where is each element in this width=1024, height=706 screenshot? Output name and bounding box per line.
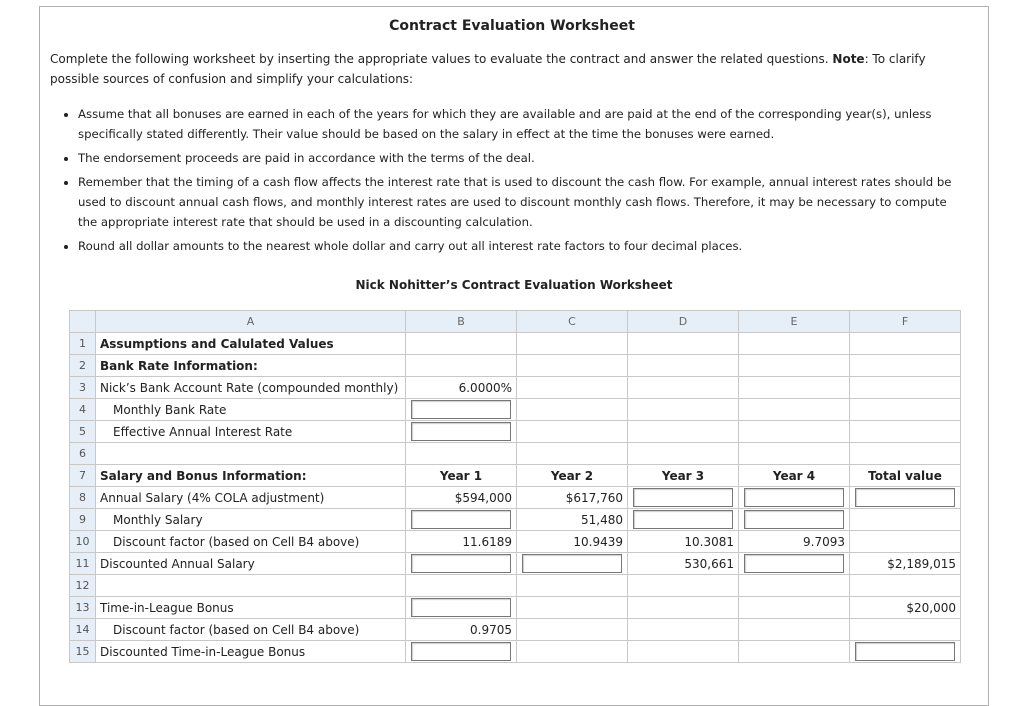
- cell-value: 10.9439: [517, 531, 628, 553]
- cell-value: [517, 399, 628, 421]
- page-title: Contract Evaluation Worksheet: [389, 18, 635, 34]
- row-label: [96, 575, 406, 597]
- instruction-item: • The endorsement proceeds are paid in accordance with the terms of the deal.: [78, 148, 968, 168]
- column-subheader: Year 2: [517, 465, 628, 487]
- answer-input[interactable]: [411, 554, 511, 573]
- row-number: 14: [70, 619, 96, 641]
- row-label: Bank Rate Information:: [96, 355, 406, 377]
- cell-value: $2,189,015: [850, 553, 961, 575]
- cell-value: [628, 443, 739, 465]
- row-label: Effective Annual Interest Rate: [96, 421, 406, 443]
- row-number: 5: [70, 421, 96, 443]
- instruction-item: • Assume that all bonuses are earned in each of the years for which they are available and are paid at the end of the corresponding year(s), unless specifically stated differently. Their value should be based on the salary in effect at the time the bonuses were earned.: [78, 104, 968, 144]
- cell-value: 9.7093: [739, 531, 850, 553]
- column-header: E: [739, 311, 850, 333]
- worksheet-row: [70, 597, 961, 619]
- row-label: Nick’s Bank Account Rate (compounded monthly): [96, 377, 406, 399]
- cell-value: $594,000: [406, 487, 517, 509]
- cell-input-container: [628, 487, 739, 509]
- answer-input[interactable]: [522, 554, 622, 573]
- cell-value: [739, 333, 850, 355]
- cell-value: [628, 619, 739, 641]
- row-label: Annual Salary (4% COLA adjustment): [96, 487, 406, 509]
- cell-value: [628, 575, 739, 597]
- worksheet-row: [70, 509, 961, 531]
- cell-input-container: [406, 641, 517, 663]
- cell-value: [739, 377, 850, 399]
- row-label: Salary and Bonus Information:: [96, 465, 406, 487]
- answer-input[interactable]: [411, 400, 511, 419]
- row-number: 3: [70, 377, 96, 399]
- cell-value: [517, 619, 628, 641]
- cell-value: [850, 399, 961, 421]
- cell-value: [850, 509, 961, 531]
- cell-value: [850, 377, 961, 399]
- intro-text-2: : To clarify possible sources of confusion and simplify your calculations:: [50, 52, 926, 86]
- cell-input-container: [850, 487, 961, 509]
- intro-text: Complete the following worksheet by inserting the appropriate values to evaluate the contract and answer the related questions.: [50, 52, 833, 66]
- cell-value: [739, 641, 850, 663]
- cell-value: [517, 355, 628, 377]
- column-header: D: [628, 311, 739, 333]
- answer-input[interactable]: [633, 510, 733, 529]
- cell-value: [739, 421, 850, 443]
- row-number: 12: [70, 575, 96, 597]
- cell-value: [628, 641, 739, 663]
- answer-input[interactable]: [411, 422, 511, 441]
- worksheet-row: [70, 619, 961, 641]
- cell-input-container: [739, 487, 850, 509]
- column-subheader: Year 4: [739, 465, 850, 487]
- cell-value: [517, 377, 628, 399]
- cell-input-container: [628, 509, 739, 531]
- cell-input-container: [739, 509, 850, 531]
- cell-input-container: [850, 641, 961, 663]
- cell-value: [850, 619, 961, 641]
- answer-input[interactable]: [744, 488, 844, 507]
- worksheet-row: [70, 553, 961, 575]
- answer-input[interactable]: [744, 510, 844, 529]
- cell-value: [406, 355, 517, 377]
- cell-value: [739, 443, 850, 465]
- row-label: [96, 443, 406, 465]
- cell-value: [628, 377, 739, 399]
- cell-input-container: [406, 399, 517, 421]
- row-number: 4: [70, 399, 96, 421]
- cell-value: [850, 531, 961, 553]
- answer-input[interactable]: [411, 642, 511, 661]
- worksheet-row: [70, 641, 961, 663]
- cell-value: [850, 333, 961, 355]
- cell-value: [850, 421, 961, 443]
- cell-value: [850, 575, 961, 597]
- row-label: Discounted Annual Salary: [96, 553, 406, 575]
- cell-value: $617,760: [517, 487, 628, 509]
- column-subheader: Year 1: [406, 465, 517, 487]
- cell-value: 10.3081: [628, 531, 739, 553]
- instruction-item: • Round all dollar amounts to the nearest whole dollar and carry out all interest rate factors to four decimal places.: [78, 236, 968, 256]
- column-header: B: [406, 311, 517, 333]
- cell-input-container: [517, 553, 628, 575]
- worksheet-row: [70, 443, 961, 465]
- row-number: 13: [70, 597, 96, 619]
- row-number: 1: [70, 333, 96, 355]
- cell-value: $20,000: [850, 597, 961, 619]
- row-number: 2: [70, 355, 96, 377]
- row-number: 6: [70, 443, 96, 465]
- worksheet-row: [70, 333, 961, 355]
- column-subheader: Year 3: [628, 465, 739, 487]
- worksheet-row: [70, 421, 961, 443]
- note-label: Note: [832, 52, 865, 66]
- column-subheader: Total value: [850, 465, 961, 487]
- answer-input[interactable]: [744, 554, 844, 573]
- cell-input-container: [406, 597, 517, 619]
- worksheet-row: [70, 465, 961, 487]
- row-number: 10: [70, 531, 96, 553]
- worksheet-title: Nick Nohitter’s Contract Evaluation Worksheet: [355, 278, 673, 292]
- cell-value: 6.0000%: [406, 377, 517, 399]
- cell-value: [406, 575, 517, 597]
- cell-value: 0.9705: [406, 619, 517, 641]
- answer-input[interactable]: [633, 488, 733, 507]
- cell-value: [628, 421, 739, 443]
- row-number: 8: [70, 487, 96, 509]
- cell-value: [517, 443, 628, 465]
- cell-value: [739, 597, 850, 619]
- row-label: Time-in-League Bonus: [96, 597, 406, 619]
- intro-paragraph: [50, 49, 950, 89]
- cell-value: [517, 333, 628, 355]
- row-label: Monthly Bank Rate: [96, 399, 406, 421]
- worksheet-row: [70, 487, 961, 509]
- cell-value: [628, 355, 739, 377]
- cell-value: [406, 443, 517, 465]
- cell-value: 11.6189: [406, 531, 517, 553]
- row-number: 15: [70, 641, 96, 663]
- cell-value: [628, 597, 739, 619]
- cell-value: [517, 641, 628, 663]
- row-number: 11: [70, 553, 96, 575]
- cell-value: [628, 333, 739, 355]
- worksheet-row: [70, 377, 961, 399]
- worksheet-row: [70, 355, 961, 377]
- answer-input[interactable]: [855, 642, 955, 661]
- instruction-item: • Remember that the timing of a cash flow affects the interest rate that is used to discount the cash flow. For example, annual interest rates should be used to discount annual cash flows, and monthly interest rates are used to discount monthly cash flows. Therefore, it may be necessary to compute the appropriate interest rate that should be used in a discounting calculation.: [78, 172, 968, 232]
- cell-value: 51,480: [517, 509, 628, 531]
- answer-input[interactable]: [855, 488, 955, 507]
- cell-value: [850, 443, 961, 465]
- cell-input-container: [406, 421, 517, 443]
- row-label: Monthly Salary: [96, 509, 406, 531]
- column-header-row: [70, 311, 961, 333]
- cell-value: [517, 421, 628, 443]
- cell-value: [850, 355, 961, 377]
- row-label: Assumptions and Calulated Values: [96, 333, 406, 355]
- worksheet-table: [69, 310, 961, 663]
- row-label: Discount factor (based on Cell B4 above): [96, 531, 406, 553]
- column-header: A: [96, 311, 406, 333]
- cell-value: [739, 619, 850, 641]
- instruction-list: [50, 104, 968, 260]
- row-number: 9: [70, 509, 96, 531]
- cell-value: [739, 355, 850, 377]
- row-label: Discounted Time-in-League Bonus: [96, 641, 406, 663]
- corner-cell: [70, 311, 96, 333]
- cell-value: [628, 399, 739, 421]
- answer-input[interactable]: [411, 598, 511, 617]
- cell-input-container: [406, 509, 517, 531]
- column-header: C: [517, 311, 628, 333]
- cell-value: [739, 399, 850, 421]
- worksheet-row: [70, 575, 961, 597]
- cell-input-container: [406, 553, 517, 575]
- cell-value: [517, 597, 628, 619]
- worksheet-row: [70, 399, 961, 421]
- cell-value: [517, 575, 628, 597]
- column-header: F: [850, 311, 961, 333]
- cell-value: [739, 575, 850, 597]
- worksheet-row: [70, 531, 961, 553]
- cell-value: 530,661: [628, 553, 739, 575]
- cell-input-container: [739, 553, 850, 575]
- row-number: 7: [70, 465, 96, 487]
- answer-input[interactable]: [411, 510, 511, 529]
- cell-value: [406, 333, 517, 355]
- row-label: Discount factor (based on Cell B4 above): [96, 619, 406, 641]
